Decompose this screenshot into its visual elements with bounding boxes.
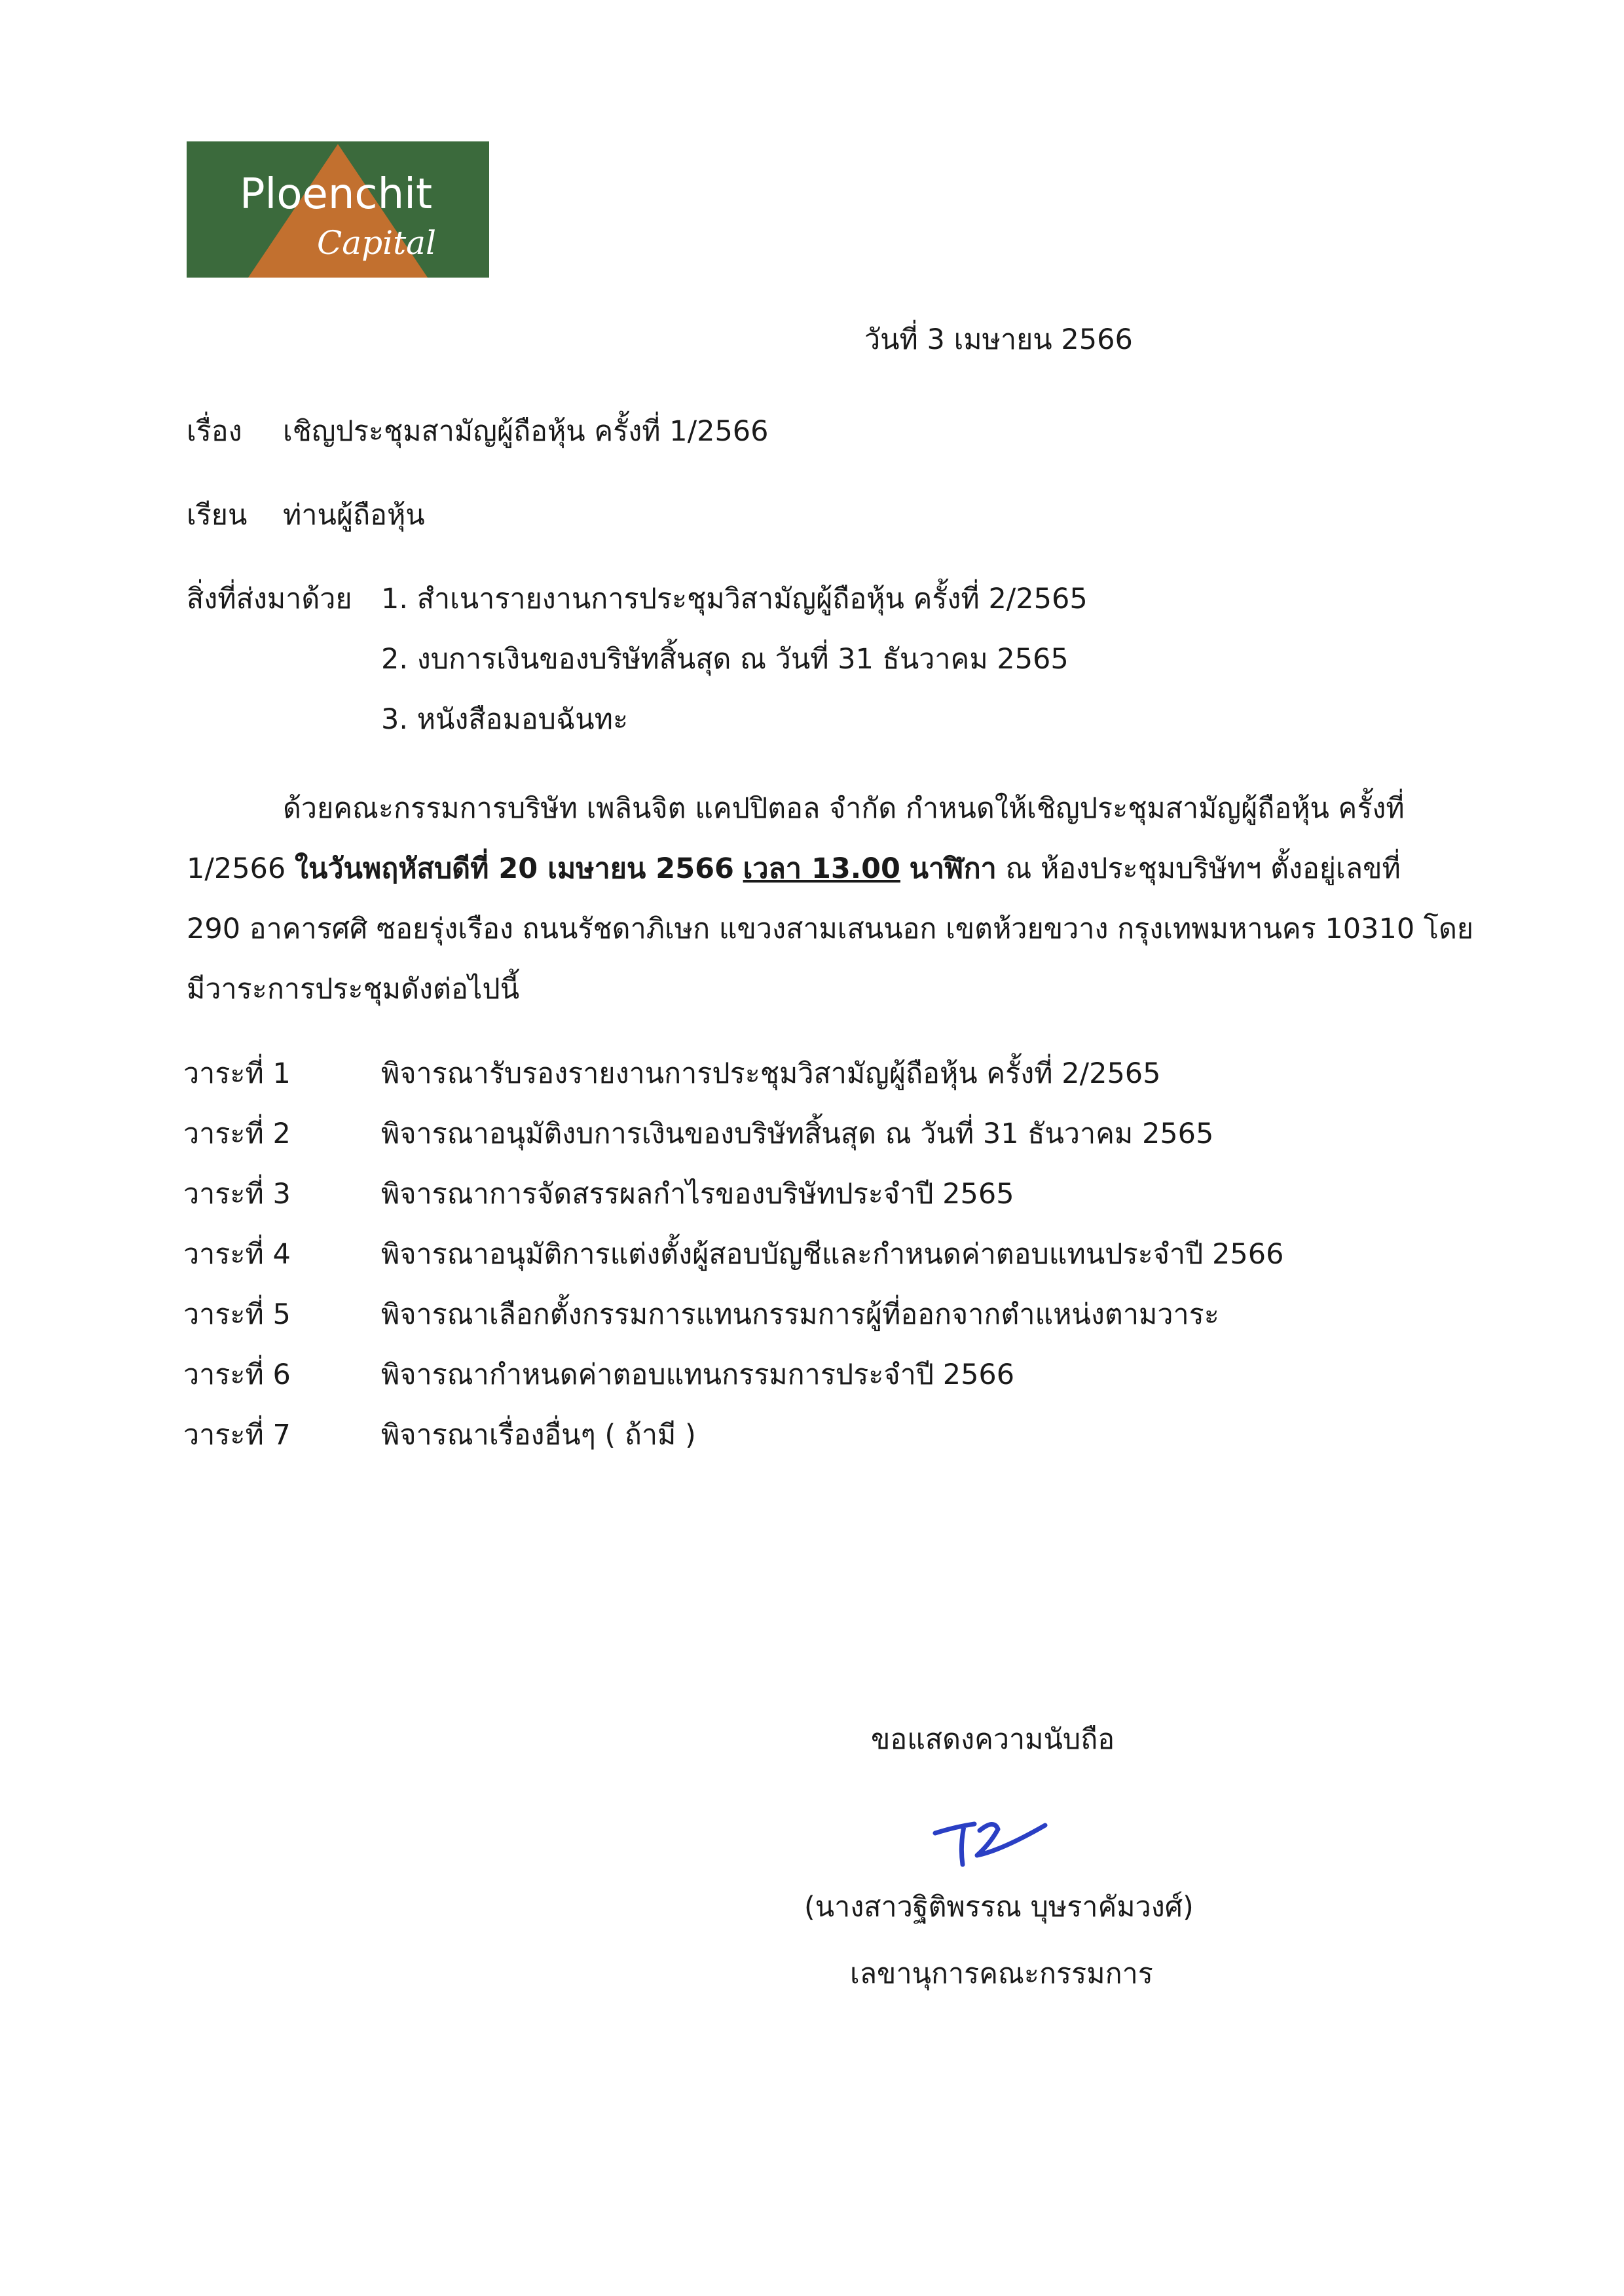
body-line-1: ด้วยคณะกรรมการบริษัท เพลินจิต แคปปิตอล จำกัด กำหนดให้เชิญประชุมสามัญผู้ถือหุ้น ครั้งที่ [283, 792, 1405, 825]
agenda-label: วาระที่ 2 [183, 1118, 291, 1150]
agenda-item: พิจารณาอนุมัติงบการเงินของบริษัทสิ้นสุด ณ วันที่ 31 ธันวาคม 2565 [381, 1118, 1214, 1150]
agenda-label: วาระที่ 1 [183, 1057, 291, 1090]
meeting-date: ในวันพฤหัสบดีที่ 20 เมษายน 2566 [294, 852, 734, 885]
agenda-item: พิจารณาอนุมัติการแต่งตั้งผู้สอบบัญชีและกำหนดค่าตอบแทนประจำปี 2566 [381, 1238, 1284, 1271]
svg-text:Capital: Capital [317, 224, 436, 262]
agenda-label: วาระที่ 4 [183, 1238, 291, 1271]
enclosure-item: 2. งบการเงินของบริษัทสิ้นสุด ณ วันที่ 31 ธันวาคม 2565 [381, 643, 1069, 676]
agenda-item: พิจารณาเรื่องอื่นๆ ( ถ้ามี ) [381, 1419, 696, 1451]
signatory-position: เลขานุการคณะกรรมการ [850, 1958, 1153, 1990]
meeting-venue: ณ ห้องประชุมบริษัทฯ ตั้งอยู่เลขที่ [1005, 852, 1401, 885]
agenda-item: พิจารณารับรองรายงานการประชุมวิสามัญผู้ถือหุ้น ครั้งที่ 2/2565 [381, 1057, 1161, 1090]
enclosure-item: 3. หนังสือมอบฉันทะ [381, 703, 629, 736]
salutation-label: เรียน [187, 499, 248, 532]
closing-phrase: ขอแสดงความนับถือ [871, 1723, 1115, 1756]
agenda-item: พิจารณากำหนดค่าตอบแทนกรรมการประจำปี 2566 [381, 1358, 1015, 1391]
meeting-time-unit: นาฬิกา [909, 852, 997, 885]
agenda-label: วาระที่ 7 [183, 1419, 291, 1451]
agenda-label: วาระที่ 5 [183, 1298, 291, 1331]
body-line-2 [187, 846, 1401, 890]
enclosure-item: 1. สำเนารายงานการประชุมวิสามัญผู้ถือหุ้น ครั้งที่ 2/2565 [381, 583, 1088, 615]
letter-date: วันที่ 3 เมษายน 2566 [864, 323, 1133, 356]
svg-text:Ploenchit: Ploenchit [239, 170, 433, 219]
subject-label: เรื่อง [187, 415, 242, 448]
agenda-item: พิจารณาเลือกตั้งกรรมการแทนกรรมการผู้ที่ออกจากตำแหน่งตามวาระ [381, 1298, 1219, 1331]
body-line-4: มีวาระการประชุมดังต่อไปนี้ [187, 973, 520, 1006]
salutation-text: ท่านผู้ถือหุ้น [283, 499, 425, 532]
handwritten-signature [917, 1807, 1061, 1875]
logo-graphic [187, 141, 489, 278]
agenda-item: พิจารณาการจัดสรรผลกำไรของบริษัทประจำปี 2565 [381, 1178, 1014, 1211]
company-logo [187, 141, 489, 278]
body-line-3: 290 อาคารศศิ ซอยรุ่งเรือง ถนนรัชดาภิเษก แขวงสามเสนนอก เขตห้วยขวาง กรุงเทพมหานคร 10310 โดย [187, 913, 1474, 945]
agenda-label: วาระที่ 3 [183, 1178, 291, 1211]
meeting-number: 1/2566 [187, 852, 286, 885]
signatory-name: (นางสาวฐิติพรรณ บุษราคัมวงศ์) [804, 1891, 1194, 1923]
agenda-label: วาระที่ 6 [183, 1358, 291, 1391]
enclosures-label: สิ่งที่ส่งมาด้วย [187, 583, 352, 615]
subject-text: เชิญประชุมสามัญผู้ถือหุ้น ครั้งที่ 1/2566 [283, 415, 769, 448]
meeting-time: เวลา 13.00 [743, 852, 900, 885]
